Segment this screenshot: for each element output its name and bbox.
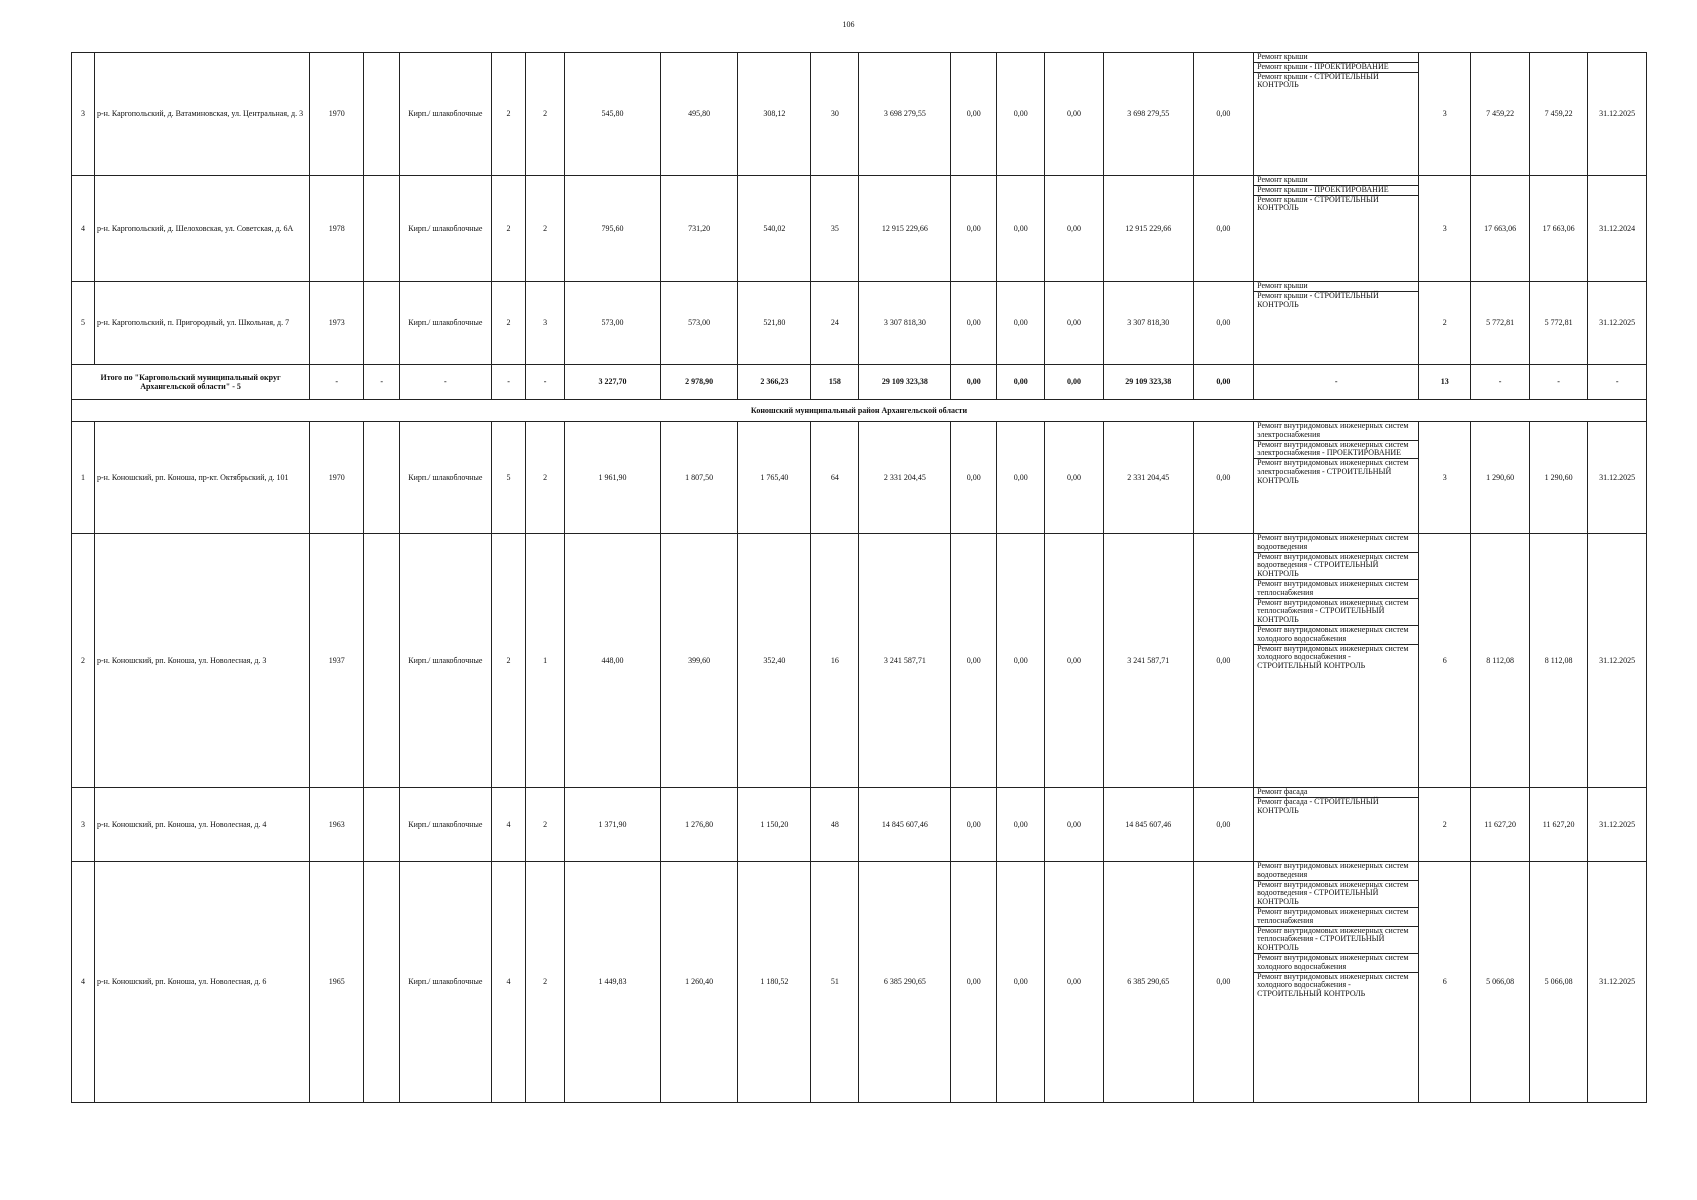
works-cell — [1254, 422, 1419, 534]
residents: 64 — [811, 422, 859, 534]
works-count: 6 — [1419, 862, 1471, 1103]
unit-limit: 1 290,60 — [1529, 422, 1587, 534]
area-residential: 1 765,40 — [738, 422, 811, 534]
work-item: Ремонт внутридомовых инженерных систем холодного водоснабжения — [1254, 626, 1418, 645]
capital-repair-table — [71, 52, 1647, 1103]
cost-municipal: 0,00 — [1045, 282, 1103, 365]
cost-total: 3 307 818,30 — [859, 282, 951, 365]
district-header-row — [72, 400, 1647, 422]
cost-regional: 0,00 — [997, 788, 1045, 862]
works-count: 3 — [1419, 176, 1471, 282]
works-cell — [1254, 534, 1419, 788]
total-cost-municipal: 0,00 — [1045, 365, 1103, 400]
total-residents: 158 — [811, 365, 859, 400]
commission-year: 1965 — [310, 862, 364, 1103]
area-total: 1 961,90 — [564, 422, 660, 534]
entrances: 1 — [526, 534, 565, 788]
row-number: 3 — [72, 788, 95, 862]
address: р-н. Каргопольский, д. Ватаминовская, ул. Центральная, д. 3 — [94, 53, 309, 176]
total-dash: - — [399, 365, 491, 400]
floors: 5 — [491, 422, 525, 534]
unit-cost: 7 459,22 — [1471, 53, 1529, 176]
work-item: Ремонт внутридомовых инженерных систем электроснабжения - ПРОЕКТИРОВАНИЕ — [1254, 441, 1418, 460]
work-item: Ремонт крыши - СТРОИТЕЛЬНЫЙ КОНТРОЛЬ — [1257, 290, 1379, 309]
area-living: 573,00 — [660, 282, 737, 365]
work-item: Ремонт внутридомовых инженерных систем теплоснабжения - СТРОИТЕЛЬНЫЙ КОНТРОЛЬ — [1254, 599, 1418, 626]
floors: 4 — [491, 862, 525, 1103]
unit-limit: 5 772,81 — [1529, 282, 1587, 365]
cost-owners: 14 845 607,46 — [1103, 788, 1193, 862]
area-total: 1 371,90 — [564, 788, 660, 862]
total-area-total: 3 227,70 — [564, 365, 660, 400]
cost-regional: 0,00 — [997, 422, 1045, 534]
area-living: 1 807,50 — [660, 422, 737, 534]
wall-material: Кирп./ шлакоблочные — [399, 862, 491, 1103]
cost-fund: 0,00 — [951, 53, 997, 176]
address: р-н. Коношский, рп. Коноша, ул. Новолесная, д. 4 — [94, 788, 309, 862]
cost-owners: 6 385 290,65 — [1103, 862, 1193, 1103]
area-total: 545,80 — [564, 53, 660, 176]
work-item: Ремонт внутридомовых инженерных систем электроснабжения — [1254, 422, 1418, 441]
wall-material: Кирп./ шлакоблочные — [399, 788, 491, 862]
cost-other: 0,00 — [1193, 534, 1254, 788]
overhaul-year — [364, 862, 400, 1103]
cost-municipal: 0,00 — [1045, 176, 1103, 282]
work-item: Ремонт внутридомовых инженерных систем водоотведения - СТРОИТЕЛЬНЫЙ КОНТРОЛЬ — [1254, 553, 1418, 580]
overhaul-year — [364, 53, 400, 176]
cost-other: 0,00 — [1193, 422, 1254, 534]
cost-fund: 0,00 — [951, 422, 997, 534]
unit-cost: 1 290,60 — [1471, 422, 1529, 534]
total-dash: - — [491, 365, 525, 400]
work-item: Ремонт крыши — [1254, 176, 1418, 186]
unit-limit: 17 663,06 — [1529, 176, 1587, 282]
residents: 48 — [811, 788, 859, 862]
entrances: 2 — [526, 53, 565, 176]
work-item: Ремонт крыши — [1254, 282, 1418, 292]
table-row — [72, 53, 1647, 176]
works-cell — [1254, 282, 1419, 365]
work-item: Ремонт внутридомовых инженерных систем водоотведения - СТРОИТЕЛЬНЫЙ КОНТРОЛЬ — [1254, 881, 1418, 908]
total-dash: - — [310, 365, 364, 400]
cost-regional: 0,00 — [997, 176, 1045, 282]
table-row — [72, 282, 1647, 365]
entrances: 2 — [526, 422, 565, 534]
cost-owners: 2 331 204,45 — [1103, 422, 1193, 534]
table-row — [72, 788, 1647, 862]
cost-municipal: 0,00 — [1045, 534, 1103, 788]
area-total: 1 449,83 — [564, 862, 660, 1103]
cost-owners: 3 307 818,30 — [1103, 282, 1193, 365]
completion-date: 31.12.2025 — [1588, 534, 1647, 788]
address: р-н. Каргопольский, п. Пригородный, ул. Школьная, д. 7 — [94, 282, 309, 365]
work-item: Ремонт внутридомовых инженерных систем холодного водоснабжения — [1254, 954, 1418, 973]
row-number: 4 — [72, 862, 95, 1103]
area-total: 573,00 — [564, 282, 660, 365]
cost-total: 3 241 587,71 — [859, 534, 951, 788]
cost-fund: 0,00 — [951, 176, 997, 282]
wall-material: Кирп./ шлакоблочные — [399, 282, 491, 365]
floors: 2 — [491, 176, 525, 282]
total-works-count: 13 — [1419, 365, 1471, 400]
total-dash: - — [526, 365, 565, 400]
total-cost-fund: 0,00 — [951, 365, 997, 400]
cost-regional: 0,00 — [997, 282, 1045, 365]
completion-date: 31.12.2025 — [1588, 422, 1647, 534]
cost-municipal: 0,00 — [1045, 862, 1103, 1103]
area-residential: 521,80 — [738, 282, 811, 365]
work-item: Ремонт внутридомовых инженерных систем холодного водоснабжения - СТРОИТЕЛЬНЫЙ КОНТРОЛЬ — [1257, 643, 1409, 671]
completion-date: 31.12.2024 — [1588, 176, 1647, 282]
total-area-living: 2 978,90 — [660, 365, 737, 400]
commission-year: 1978 — [310, 176, 364, 282]
table-row — [72, 176, 1647, 282]
address: р-н. Коношский, рп. Коноша, ул. Новолесная, д. 3 — [94, 534, 309, 788]
unit-cost: 11 627,20 — [1471, 788, 1529, 862]
works-count: 2 — [1419, 282, 1471, 365]
unit-cost: 5 772,81 — [1471, 282, 1529, 365]
commission-year: 1970 — [310, 422, 364, 534]
unit-limit: 5 066,08 — [1529, 862, 1587, 1103]
row-number: 3 — [72, 53, 95, 176]
total-cost-regional: 0,00 — [997, 365, 1045, 400]
cost-municipal: 0,00 — [1045, 422, 1103, 534]
total-dash: - — [1254, 365, 1419, 400]
unit-cost: 17 663,06 — [1471, 176, 1529, 282]
address: р-н. Коношский, рп. Коноша, ул. Новолесная, д. 6 — [94, 862, 309, 1103]
commission-year: 1970 — [310, 53, 364, 176]
cost-owners: 12 915 229,66 — [1103, 176, 1193, 282]
work-item: Ремонт крыши - ПРОЕКТИРОВАНИЕ — [1254, 63, 1418, 73]
works-count: 3 — [1419, 422, 1471, 534]
works-cell — [1254, 862, 1419, 1103]
cost-other: 0,00 — [1193, 282, 1254, 365]
area-living: 731,20 — [660, 176, 737, 282]
work-item: Ремонт крыши - ПРОЕКТИРОВАНИЕ — [1254, 186, 1418, 196]
total-dash: - — [1471, 365, 1529, 400]
cost-municipal: 0,00 — [1045, 788, 1103, 862]
overhaul-year — [364, 422, 400, 534]
total-row — [72, 365, 1647, 400]
area-living: 1 260,40 — [660, 862, 737, 1103]
floors: 2 — [491, 282, 525, 365]
cost-total: 12 915 229,66 — [859, 176, 951, 282]
work-item: Ремонт внутридомовых инженерных систем теплоснабжения — [1254, 580, 1418, 599]
residents: 51 — [811, 862, 859, 1103]
address: р-н. Коношский, рп. Коноша, пр-кт. Октябрьский, д. 101 — [94, 422, 309, 534]
entrances: 2 — [526, 862, 565, 1103]
unit-limit: 8 112,08 — [1529, 534, 1587, 788]
area-living: 399,60 — [660, 534, 737, 788]
entrances: 3 — [526, 282, 565, 365]
unit-cost: 8 112,08 — [1471, 534, 1529, 788]
commission-year: 1973 — [310, 282, 364, 365]
work-item: Ремонт крыши - СТРОИТЕЛЬНЫЙ КОНТРОЛЬ — [1257, 194, 1379, 213]
work-item: Ремонт крыши - СТРОИТЕЛЬНЫЙ КОНТРОЛЬ — [1257, 71, 1379, 90]
table-row — [72, 862, 1647, 1103]
completion-date: 31.12.2025 — [1588, 282, 1647, 365]
entrances: 2 — [526, 788, 565, 862]
total-dash: - — [1529, 365, 1587, 400]
cost-other: 0,00 — [1193, 176, 1254, 282]
work-item: Ремонт внутридомовых инженерных систем холодного водоснабжения - СТРОИТЕЛЬНЫЙ КОНТРОЛЬ — [1257, 971, 1409, 999]
residents: 35 — [811, 176, 859, 282]
row-number: 2 — [72, 534, 95, 788]
area-residential: 352,40 — [738, 534, 811, 788]
residents: 16 — [811, 534, 859, 788]
cost-owners: 3 698 279,55 — [1103, 53, 1193, 176]
overhaul-year — [364, 176, 400, 282]
cost-regional: 0,00 — [997, 53, 1045, 176]
residents: 24 — [811, 282, 859, 365]
cost-fund: 0,00 — [951, 282, 997, 365]
overhaul-year — [364, 788, 400, 862]
area-residential: 540,02 — [738, 176, 811, 282]
unit-limit: 7 459,22 — [1529, 53, 1587, 176]
cost-fund: 0,00 — [951, 862, 997, 1103]
wall-material: Кирп./ шлакоблочные — [399, 53, 491, 176]
area-residential: 308,12 — [738, 53, 811, 176]
total-cost: 29 109 323,38 — [859, 365, 951, 400]
unit-limit: 11 627,20 — [1529, 788, 1587, 862]
floors: 2 — [491, 534, 525, 788]
works-cell — [1254, 788, 1419, 862]
work-item: Ремонт внутридомовых инженерных систем электроснабжения - СТРОИТЕЛЬНЫЙ КОНТРОЛЬ — [1257, 458, 1409, 485]
address: р-н. Каргопольский, д. Шелоховская, ул. Советская, д. 6А — [94, 176, 309, 282]
cost-total: 14 845 607,46 — [859, 788, 951, 862]
row-number: 1 — [72, 422, 95, 534]
row-number: 4 — [72, 176, 95, 282]
total-label: Итого по "Каргопольский муниципальный округ Архангельской области" - 5 — [72, 365, 310, 400]
works-count: 2 — [1419, 788, 1471, 862]
cost-fund: 0,00 — [951, 788, 997, 862]
works-count: 3 — [1419, 53, 1471, 176]
cost-regional: 0,00 — [997, 862, 1045, 1103]
entrances: 2 — [526, 176, 565, 282]
residents: 30 — [811, 53, 859, 176]
completion-date: 31.12.2025 — [1588, 53, 1647, 176]
overhaul-year — [364, 534, 400, 788]
wall-material: Кирп./ шлакоблочные — [399, 422, 491, 534]
cost-regional: 0,00 — [997, 534, 1045, 788]
table-row — [72, 534, 1647, 788]
overhaul-year — [364, 282, 400, 365]
wall-material: Кирп./ шлакоблочные — [399, 176, 491, 282]
floors: 2 — [491, 53, 525, 176]
area-residential: 1 150,20 — [738, 788, 811, 862]
page-number: 106 — [842, 20, 855, 29]
cost-other: 0,00 — [1193, 862, 1254, 1103]
area-total: 448,00 — [564, 534, 660, 788]
area-living: 1 276,80 — [660, 788, 737, 862]
work-item: Ремонт внутридомовых инженерных систем водоотведения — [1254, 534, 1418, 553]
total-dash: - — [1588, 365, 1647, 400]
work-item: Ремонт фасада - СТРОИТЕЛЬНЫЙ КОНТРОЛЬ — [1257, 796, 1379, 815]
cost-municipal: 0,00 — [1045, 53, 1103, 176]
commission-year: 1963 — [310, 788, 364, 862]
area-total: 795,60 — [564, 176, 660, 282]
completion-date: 31.12.2025 — [1588, 788, 1647, 862]
works-count: 6 — [1419, 534, 1471, 788]
completion-date: 31.12.2025 — [1588, 862, 1647, 1103]
works-cell — [1254, 176, 1419, 282]
cost-owners: 3 241 587,71 — [1103, 534, 1193, 788]
area-residential: 1 180,52 — [738, 862, 811, 1103]
total-area-residential: 2 366,23 — [738, 365, 811, 400]
cost-total: 6 385 290,65 — [859, 862, 951, 1103]
cost-fund: 0,00 — [951, 534, 997, 788]
cost-other: 0,00 — [1193, 53, 1254, 176]
cost-other: 0,00 — [1193, 788, 1254, 862]
row-number: 5 — [72, 282, 95, 365]
work-item: Ремонт фасада — [1254, 788, 1418, 798]
total-cost-other: 0,00 — [1193, 365, 1254, 400]
cost-total: 3 698 279,55 — [859, 53, 951, 176]
works-cell — [1254, 53, 1419, 176]
cost-total: 2 331 204,45 — [859, 422, 951, 534]
unit-cost: 5 066,08 — [1471, 862, 1529, 1103]
floors: 4 — [491, 788, 525, 862]
work-item: Ремонт внутридомовых инженерных систем теплоснабжения — [1254, 908, 1418, 927]
work-item: Ремонт внутридомовых инженерных систем теплоснабжения - СТРОИТЕЛЬНЫЙ КОНТРОЛЬ — [1254, 927, 1418, 954]
wall-material: Кирп./ шлакоблочные — [399, 534, 491, 788]
work-item: Ремонт внутридомовых инженерных систем водоотведения — [1254, 862, 1418, 881]
total-cost-owners: 29 109 323,38 — [1103, 365, 1193, 400]
work-item: Ремонт крыши — [1254, 53, 1418, 63]
commission-year: 1937 — [310, 534, 364, 788]
table-row — [72, 422, 1647, 534]
district-header: Коношский муниципальный район Архангельской области — [72, 400, 1647, 422]
area-living: 495,80 — [660, 53, 737, 176]
total-dash: - — [364, 365, 400, 400]
